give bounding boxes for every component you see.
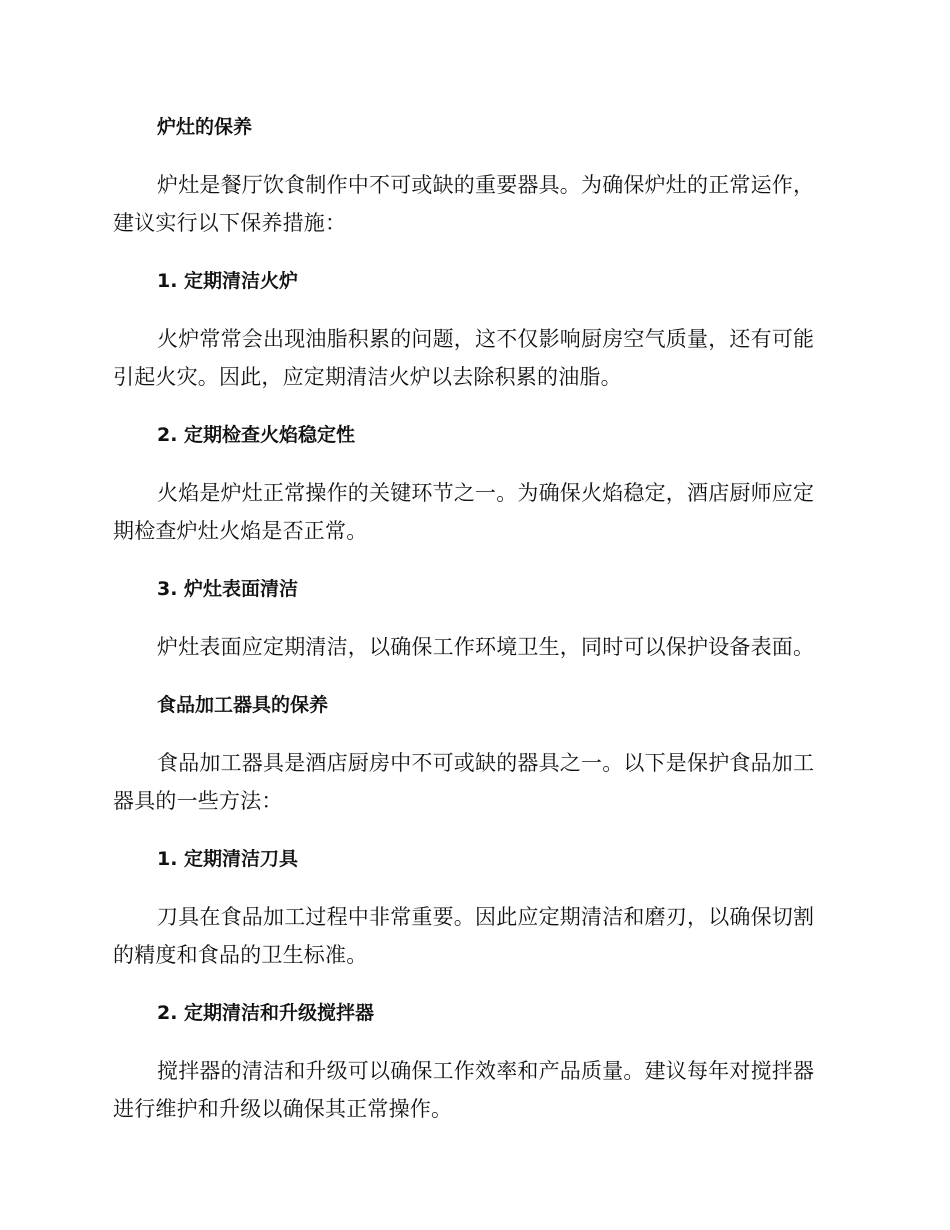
paragraph-clean-stove: 火炉常常会出现油脂积累的问题，这不仅影响厨房空气质量，还有可能引起火灾。因此，应定期清洁火炉以去除积累的油脂。 (113, 327, 815, 389)
paragraph-flame-stability: 火焰是炉灶正常操作的关键环节之一。为确保火焰稳定，酒店厨师应定期检查炉灶火焰是否正常。 (113, 481, 815, 543)
section-heading-stove: 炉灶的保养 (157, 116, 253, 138)
subheading-mixer: 2. 定期清洁和升级搅拌器 (157, 1002, 375, 1024)
subheading-stove-surface: 3. 炉灶表面清洁 (157, 578, 299, 600)
paragraph-stove-surface: 炉灶表面应定期清洁，以确保工作环境卫生，同时可以保护设备表面。 (157, 635, 815, 659)
subheading-clean-stove: 1. 定期清洁火炉 (157, 270, 299, 292)
paragraph-clean-knives: 刀具在食品加工过程中非常重要。因此应定期清洁和磨刃，以确保切割的精度和食品的卫生标准。 (113, 905, 815, 967)
paragraph-food-tools-intro: 食品加工器具是酒店厨房中不可或缺的器具之一。以下是保护食品加工器具的一些方法： (113, 751, 815, 813)
section-heading-food-tools: 食品加工器具的保养 (157, 694, 329, 716)
subheading-clean-knives: 1. 定期清洁刀具 (157, 848, 299, 870)
subheading-flame-stability: 2. 定期检查火焰稳定性 (157, 424, 356, 446)
paragraph-stove-intro: 炉灶是餐厅饮食制作中不可或缺的重要器具。为确保炉灶的正常运作，建议实行以下保养措施： (113, 173, 815, 235)
paragraph-mixer: 搅拌器的清洁和升级可以确保工作效率和产品质量。建议每年对搅拌器进行维护和升级以确保其正常操作。 (113, 1059, 815, 1121)
